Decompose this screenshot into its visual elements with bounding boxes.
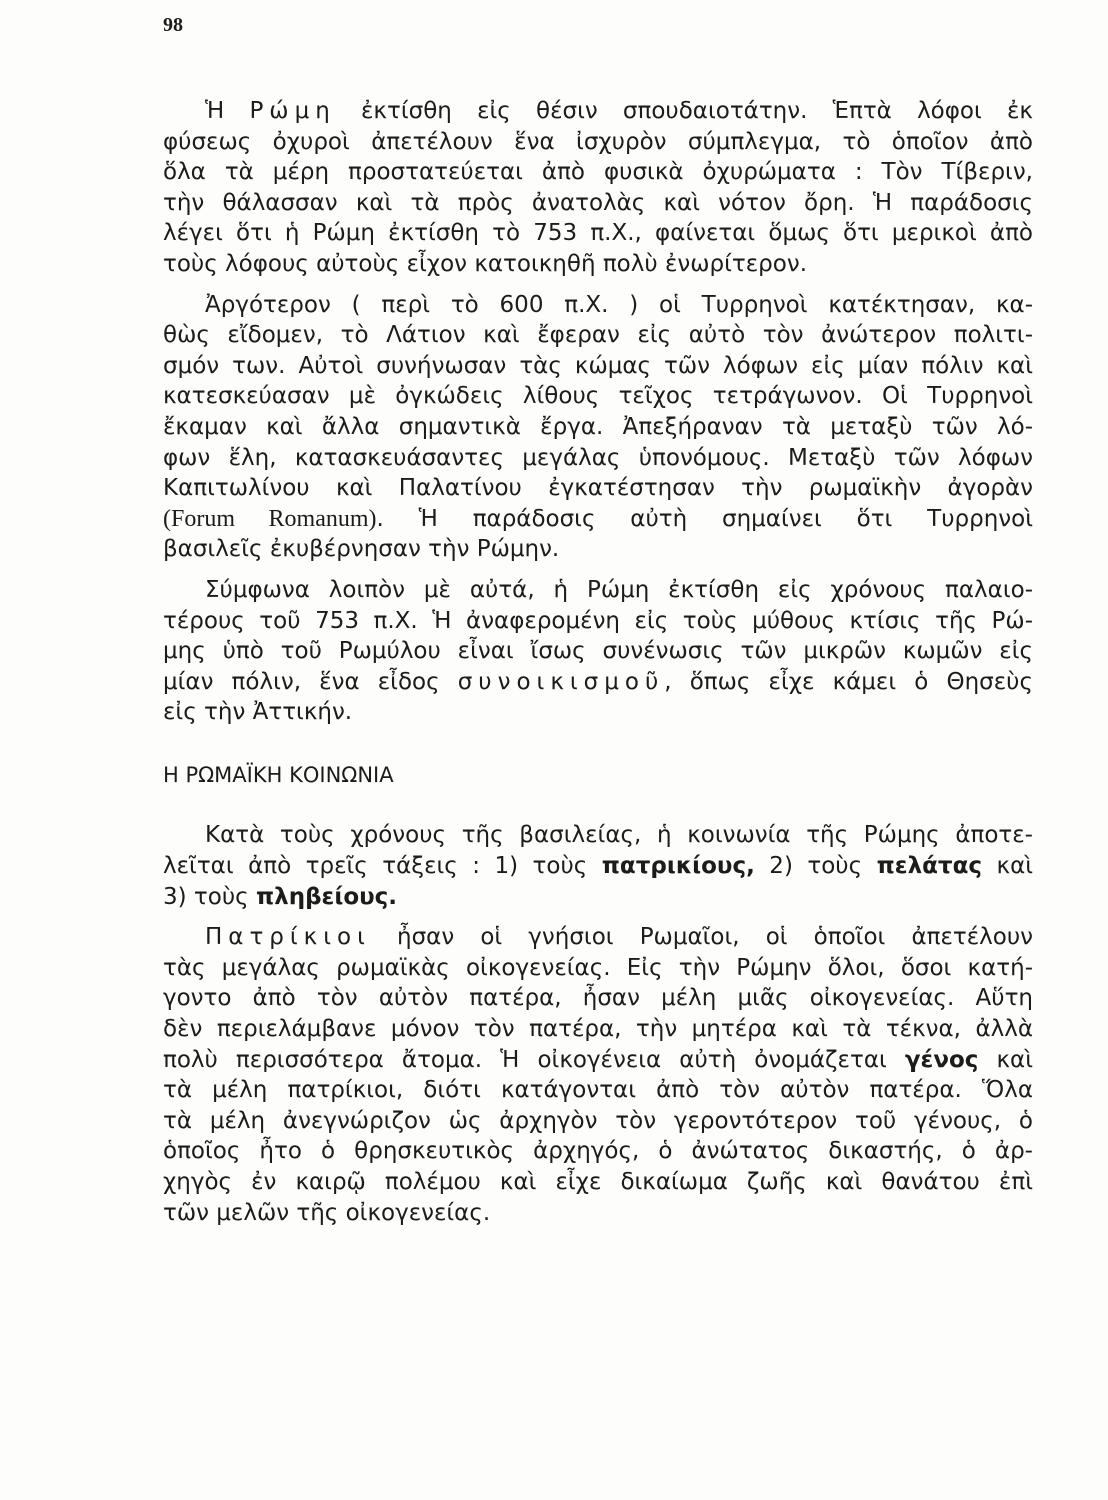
text-line: [163, 882, 1033, 913]
text-segment: ἔκαμαν καὶ ἄλλα σημαντικὰ ἔργα. Ἀπεξήραναν τὰ μεταξὺ τῶν λό-: [163, 413, 1033, 440]
text-segment: λέγει ὅτι ἡ Ρώμη ἐκτίσθη τὸ 753 π.Χ., φαίνεται ὅμως ὅτι μερικοὶ ἀπὸ: [163, 220, 1033, 247]
text-segment: τὰ μέλη πατρίκιοι, διότι κατάγονται ἀπὸ τὸν αὐτὸν πατέρα. Ὅλα: [163, 1077, 1033, 1104]
spaced-term: συνοικισμοῦ: [457, 668, 665, 695]
text-segment: Ἡ: [205, 98, 250, 124]
section-heading: [163, 760, 1033, 791]
text-segment: ὅλα τὰ μέρη προστατεύεται ἀπὸ φυσικὰ ὀχυρώματα : Τὸν Τίβεριν,: [163, 159, 1033, 186]
text-line: [163, 218, 1033, 249]
text-line: [163, 473, 1033, 504]
text-line: [163, 1167, 1033, 1198]
text-line: [163, 606, 1033, 637]
text-segment: εἰς τὴν Ἀττικήν.: [163, 699, 353, 726]
bold-term: πληβείους.: [255, 883, 398, 910]
text-segment: καὶ: [978, 1046, 1033, 1073]
text-line: [163, 290, 1033, 321]
text-segment: κατεσκεύασαν μὲ ὀγκώδεις λίθους τεῖχος τετράγωνον. Οἱ Τυρρηνοὶ: [163, 383, 1033, 410]
text-segment: (Forum Romanum): [163, 505, 377, 532]
text-line: [163, 922, 1033, 953]
text-segment: , ὅπως εἶχε κάμει ὁ Θησεὺς: [664, 668, 1033, 695]
bold-term: πελάτας: [876, 853, 983, 880]
text-segment: φύσεως ὀχυροὶ ἀπετέλουν ἕνα ἰσχυρὸν σύμπλεγμα, τὸ ὁποῖον ἀπὸ: [163, 128, 1033, 155]
text-segment: Η ΡΩΜΑΪΚΗ ΚΟΙΝΩΝΙΑ: [163, 762, 394, 787]
text-line: [163, 1106, 1033, 1137]
text-segment: 3) τοὺς: [163, 883, 256, 910]
text-line: [163, 351, 1033, 382]
text-segment: Σύμφωνα λοιπὸν μὲ αὐτά, ἡ Ρώμη ἐκτίσθη εἰς χρόνους παλαιο-: [205, 576, 1033, 603]
text-segment: τὰ μέλη ἀνεγνώριζον ὡς ἀρχηγὸν τὸν γεροντότερον τοῦ γένους, ὁ: [163, 1107, 1033, 1134]
text-line: [163, 157, 1033, 188]
text-segment: βασιλεῖς ἐκυβέρνησαν τὴν Ρώμην.: [163, 536, 560, 563]
text-line: [163, 534, 1033, 565]
text-line: [163, 667, 1033, 698]
text-segment: . Ἡ παράδοσις αὐτὴ σημαίνει ὅτι Τυρρηνοὶ: [376, 505, 1033, 532]
spaced-term: Πατρίκιοι: [205, 924, 371, 951]
text-line: [163, 697, 1033, 728]
text-line: [163, 636, 1033, 667]
body-text: [163, 96, 1033, 1228]
text-segment: τέρους τοῦ 753 π.Χ. Ἡ ἀναφερομένη εἰς τοὺς μύθους κτίσις τῆς Ρώ-: [163, 607, 1033, 634]
page-number: 98: [163, 14, 183, 36]
text-segment: γοντο ἀπὸ τὸν αὐτὸν πατέρα, ἦσαν μέλη μιᾶς οἰκογενείας. Αὕτη: [163, 985, 1033, 1012]
text-segment: τὰς μεγάλας ρωμαϊκὰς οἰκογενείας. Εἰς τὴν Ρώμην ὅλοι, ὅσοι κατή-: [163, 954, 1033, 981]
text-line: [163, 1045, 1033, 1076]
text-segment: Καπιτωλίνου καὶ Παλατίνου ἐγκατέστησαν τὴν ρωμαϊκὴν ἀγορὰν: [163, 475, 1033, 502]
text-line: [163, 851, 1033, 882]
text-line: [163, 504, 1033, 535]
text-segment: σμόν των. Αὐτοὶ συνήνωσαν τὰς κώμας τῶν λόφων εἰς μίαν πόλιν καὶ: [163, 352, 1033, 379]
text-line: [163, 1014, 1033, 1045]
text-segment: ἦσαν οἱ γνήσιοι Ρωμαῖοι, οἱ ὁποῖοι ἀπετέλουν: [370, 924, 1033, 951]
text-line: [163, 575, 1033, 606]
text-line: [163, 1075, 1033, 1106]
text-segment: δὲν περιελάμβανε μόνον τὸν πατέρα, τὴν μητέρα καὶ τὰ τέκνα, ἀλλὰ: [163, 1016, 1033, 1043]
text-line: [163, 249, 1033, 280]
text-segment: χηγὸς ἐν καιρῷ πολέμου καὶ εἶχε δικαίωμα ζωῆς καὶ θανάτου ἐπὶ: [163, 1169, 1033, 1195]
text-segment: τῶν μελῶν τῆς οἰκογενείας.: [163, 1199, 491, 1226]
text-segment: ὁποῖος ἦτο ὁ θρησκευτικὸς ἀρχηγός, ὁ ἀνώτατος δικαστής, ὁ ἀρ-: [163, 1138, 1033, 1165]
text-segment: μίαν πόλιν, ἕνα εἶδος: [163, 668, 458, 695]
text-segment: Κατὰ τοὺς χρόνους τῆς βασιλείας, ἡ κοινωνία τῆς Ρώμης ἀποτε-: [205, 822, 1033, 849]
text-segment: καὶ: [982, 853, 1034, 880]
text-line: [163, 412, 1033, 443]
text-line: [163, 381, 1033, 412]
text-segment: πολὺ περισσότερα ἄτομα. Ἡ οἰκογένεια αὐτὴ ὀνομάζεται: [163, 1046, 905, 1073]
bold-term: πατρικίους,: [601, 853, 755, 880]
text-line: [163, 1198, 1033, 1229]
text-line: [163, 320, 1033, 351]
spaced-term: Ρώμη: [249, 98, 336, 124]
text-segment: ἐκτίσθη εἰς θέσιν σπουδαιοτάτην. Ἑπτὰ λόφοι ἐκ: [335, 98, 1033, 124]
text-line: [163, 983, 1033, 1014]
text-line: [163, 188, 1033, 219]
text-line: [163, 443, 1033, 474]
text-segment: τὴν θάλασσαν καὶ τὰ πρὸς ἀνατολὰς καὶ νότον ὄρη. Ἡ παράδοσις: [163, 189, 1033, 216]
bold-term: γένος: [904, 1046, 979, 1073]
text-segment: λεῖται ἀπὸ τρεῖς τάξεις : 1) τοὺς: [163, 853, 602, 880]
text-line: [163, 1136, 1033, 1167]
text-segment: μης ὑπὸ τοῦ Ρωμύλου εἶναι ἴσως συνένωσις τῶν μικρῶν κωμῶν εἰς: [163, 638, 1033, 665]
text-segment: φων ἕλη, κατασκευάσαντες μεγάλας ὑπονόμους. Μεταξὺ τῶν λόφων: [163, 444, 1033, 471]
text-line: [163, 127, 1033, 158]
text-segment: Ἀργότερον ( περὶ τὸ 600 π.Χ. ) οἱ Τυρρηνοὶ κατέκτησαν, κα-: [205, 291, 1033, 318]
text-segment: θὼς εἴδομεν, τὸ Λάτιον καὶ ἔφεραν εἰς αὐτὸ τὸν ἀνώτερον πολιτι-: [163, 322, 1033, 349]
text-segment: τοὺς λόφους αὐτοὺς εἶχον κατοικηθῆ πολὺ ἐνωρίτερον.: [163, 250, 808, 277]
text-segment: 2) τοὺς: [754, 853, 877, 880]
text-line: [163, 953, 1033, 984]
text-line: [163, 96, 1033, 127]
text-line: [163, 820, 1033, 851]
